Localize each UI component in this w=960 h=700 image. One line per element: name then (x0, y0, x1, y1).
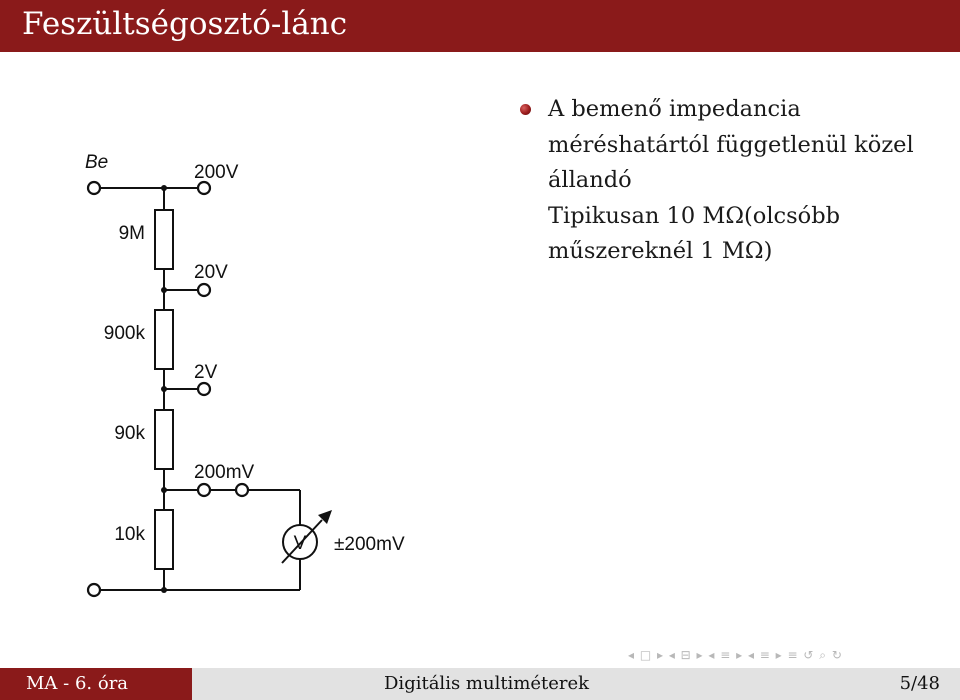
resistor-9m (155, 210, 173, 269)
nav-next-section-icon[interactable]: ◂ ≡ ▸ (747, 648, 783, 662)
terminal-selector (236, 484, 248, 496)
nav-prev-subsection-icon[interactable]: ◂ ⊟ ▸ (668, 648, 704, 662)
resistor-900k (155, 310, 173, 369)
resistor-10k (155, 510, 173, 569)
resistor-label-900k: 900k (103, 323, 145, 344)
nav-prev-section-icon[interactable]: ◂ ≡ ▸ (708, 648, 744, 662)
bullet-line: A bemenő impedancia (548, 96, 801, 122)
footer-left (0, 668, 192, 700)
footer (0, 668, 960, 700)
bullet-line: Tipikusan 10 MΩ(olcsóbb (548, 202, 841, 229)
resistor-label-90k: 90k (114, 423, 145, 444)
slide-title: Feszültségosztó-lánc (22, 6, 348, 42)
page-number: 5/48 (899, 673, 940, 694)
bullet-line: műszereknél 1 MΩ) (548, 238, 773, 264)
footer-center (192, 668, 768, 700)
footer-course: MA - 6. óra (26, 673, 129, 694)
tap-label-200mv: 200mV (194, 462, 255, 483)
nav-outline-icon[interactable]: ≡ (787, 648, 799, 662)
junction-dot (161, 487, 167, 493)
junction-dot (161, 386, 167, 392)
terminal-200mv (198, 484, 210, 496)
junction-dot (161, 287, 167, 293)
beamer-navigation (628, 648, 958, 664)
footer-right (768, 668, 960, 700)
tap-label-20v: 20V (194, 262, 228, 283)
tap-label-200v: 200V (194, 162, 239, 183)
nav-prev-frame-icon[interactable]: ◂ □ ▸ (628, 648, 665, 662)
terminal-input (88, 182, 100, 194)
nav-search-icon[interactable]: ↺ ⌕ ↻ (803, 648, 843, 662)
terminal-200v (198, 182, 210, 194)
footer-topic: Digitális multiméterek (384, 673, 590, 694)
terminal-20v (198, 284, 210, 296)
meter-symbol: V (293, 533, 307, 554)
junction-dot (161, 587, 167, 593)
meter-range-label: ±200mV (334, 534, 405, 555)
terminal-ground (88, 584, 100, 596)
bullet-line: állandó (548, 167, 632, 193)
resistor-90k (155, 410, 173, 469)
input-label: Be (85, 152, 109, 173)
tap-label-2v: 2V (194, 362, 218, 383)
bullet-icon (520, 104, 531, 115)
terminal-2v (198, 383, 210, 395)
resistor-label-10k: 10k (114, 524, 145, 545)
bullet-line: méréshatártól függetlenül közel (548, 131, 914, 158)
resistor-label-9m: 9M (118, 223, 145, 244)
bullet-text (548, 92, 948, 270)
junction-dot (161, 185, 167, 191)
